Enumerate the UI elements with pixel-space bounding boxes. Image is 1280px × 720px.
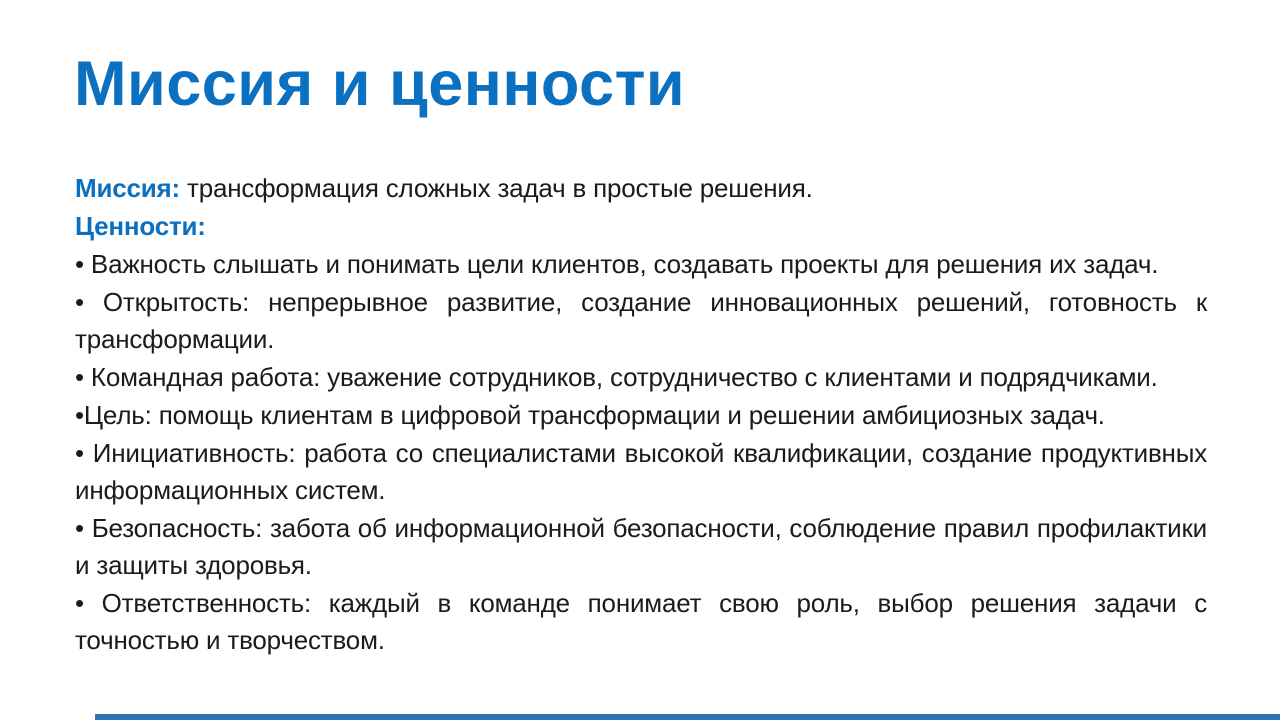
mission-text: трансформация сложных задач в простые решения.: [179, 173, 813, 203]
bottom-accent-bar: [95, 714, 1280, 720]
values-heading-line: [75, 208, 1207, 245]
value-bullet: •Цель: помощь клиентам в цифровой трансформации и решении амбициозных задач.: [75, 400, 1105, 430]
value-bullet: • Ответственность: каждый в команде понимает свою роль, выбор решения задачи с точностью и творчеством.: [75, 588, 1207, 655]
mission-label: Миссия:: [75, 173, 180, 203]
value-bullet: • Важность слышать и понимать цели клиентов, создавать проекты для решения их задач.: [75, 249, 1159, 279]
slide-body: [75, 170, 1207, 660]
slide-title: Миссия и ценности: [74, 49, 686, 119]
values-bullet-list: [75, 246, 1207, 659]
value-bullet: • Открытость: непрерывное развитие, создание инновационных решений, готовность к трансформации.: [75, 287, 1207, 354]
value-bullet: • Инициативность: работа со специалистами высокой квалификации, создание продуктивных информационных систем.: [75, 438, 1207, 505]
value-bullet: • Безопасность: забота об информационной безопасности, соблюдение правил профилактики и защиты здоровья.: [75, 513, 1207, 580]
value-bullet: • Командная работа: уважение сотрудников, сотрудничество с клиентами и подрядчиками.: [75, 362, 1158, 392]
mission-line: [75, 170, 1207, 207]
values-label: Ценности:: [75, 211, 206, 241]
